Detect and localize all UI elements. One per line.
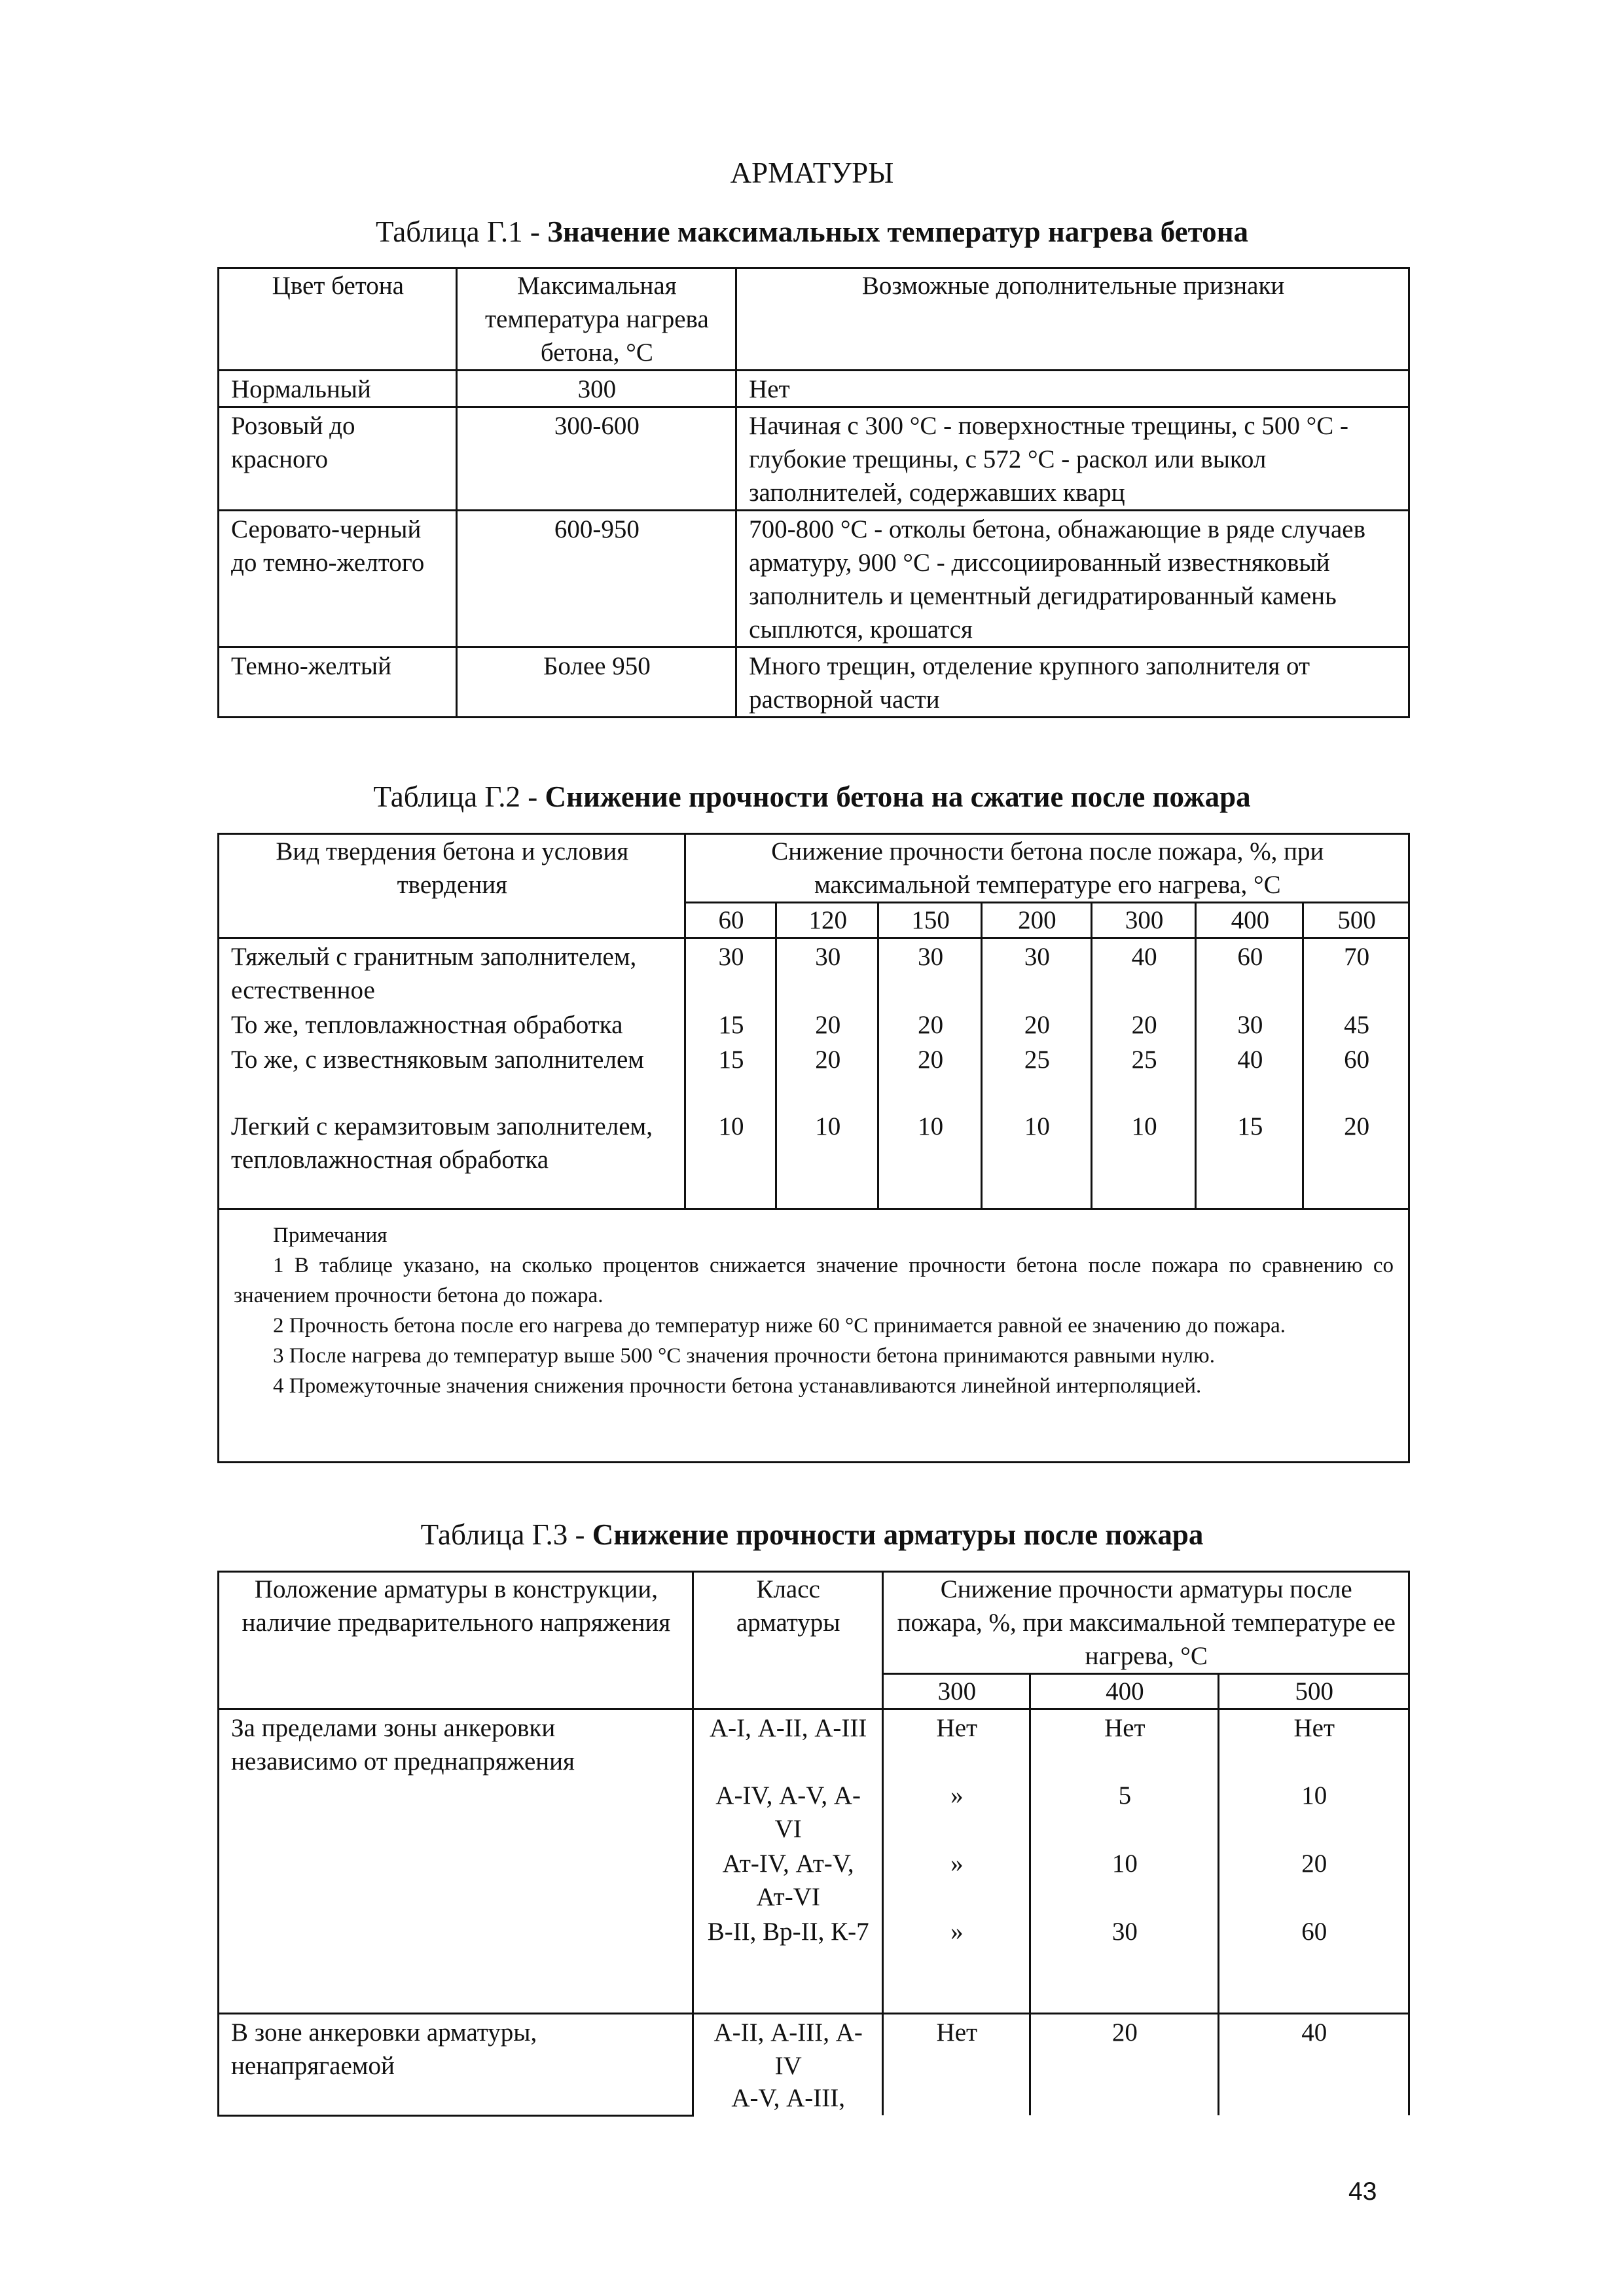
table-g3-temp: 400 (1030, 1674, 1218, 1709)
table-g2-temp: 150 (878, 903, 982, 938)
table-row (219, 511, 1409, 647)
table-cell: » (882, 1777, 1030, 1846)
table-g3-caption-prefix: Таблица Г.3 - (420, 1518, 592, 1551)
table-g1-caption-title: Значение максимальных температур нагрева бетона (547, 215, 1249, 248)
table-row (219, 2014, 1409, 2083)
table-cell: 40 (1091, 938, 1196, 1008)
table-cell: 30 (1196, 1007, 1303, 1042)
table-cell: 20 (1303, 1108, 1409, 1209)
note-item: 4 Промежуточные значения снижения прочности бетона устанавливаются линейной интерполяцией. (273, 1374, 1202, 1398)
table-cell: 700-800 °С - отколы бетона, обнажающие в ряде случаев арматуру, 900 °С - диссоциированный известняковый заполнитель и цементный дегидратированный камень сыплются, крошатся (736, 511, 1409, 647)
table-cell: 30 (776, 938, 878, 1008)
table-cell: 10 (981, 1108, 1091, 1209)
notes-title: Примечания (273, 1223, 388, 1247)
table-g1-header-color: Цвет бетона (219, 268, 457, 371)
table-cell: То же, с известняковым заполнителем (219, 1042, 685, 1108)
table-row (219, 938, 1409, 1008)
table-g2-temp: 400 (1196, 903, 1303, 938)
table-cell: Нет (882, 2014, 1030, 2083)
table-g3-header-class: Класс арматуры (693, 1572, 882, 1709)
table-g2-temp: 300 (1091, 903, 1196, 938)
table-cell: 70 (1303, 938, 1409, 1008)
table-cell: 40 (1218, 2014, 1409, 2083)
table-cell (882, 2083, 1030, 2115)
table-cell: Начиная с 300 °С - поверхностные трещины, с 500 °С - глубокие трещины, с 572 °С - раскол или выкол заполнителей, содержавших кварц (736, 407, 1409, 511)
table-row (219, 407, 1409, 511)
table-cell: А-IV, А-V, А-VI (693, 1777, 882, 1846)
table-cell: » (882, 1846, 1030, 1914)
note-item: 3 После нагрева до температур выше 500 °С значения прочности бетона принимаются равными нулю. (273, 1343, 1215, 1368)
table-g2-caption-prefix: Таблица Г.2 - (373, 780, 545, 813)
table-cell: 10 (1218, 1777, 1409, 1846)
table-row (219, 1042, 1409, 1108)
table-cell: 10 (878, 1108, 982, 1209)
table-cell: Нет (882, 1709, 1030, 1777)
table-cell: 20 (981, 1007, 1091, 1042)
table-cell: 25 (1091, 1042, 1196, 1108)
table-g3-header-row (219, 1572, 1409, 1674)
table-cell: А-V, А-III, (693, 2083, 882, 2115)
table-row (219, 371, 1409, 407)
table-cell: А-II, А-III, А-IV (693, 2014, 882, 2083)
table-cell: Темно-желтый (219, 647, 457, 718)
table-cell: Ат-IV, Ат-V, Ат-VI (693, 1846, 882, 1914)
page-number: 43 (1348, 2178, 1377, 2206)
table-cell: 20 (1030, 2014, 1218, 2083)
table-g3-header-position: Положение арматуры в конструкции, наличие предварительного напряжения (219, 1572, 693, 1709)
table-cell: 60 (1196, 938, 1303, 1008)
table-g1-header-signs: Возможные дополнительные признаки (736, 268, 1409, 371)
table-cell: 10 (776, 1108, 878, 1209)
table-cell: 10 (685, 1108, 776, 1209)
table-g2-temp: 500 (1303, 903, 1409, 938)
table-cell: 15 (685, 1042, 776, 1108)
table-cell: Серовато-черный до темно-желтого (219, 511, 457, 647)
table-g2-caption (0, 780, 1624, 814)
table-cell: » (882, 1914, 1030, 2013)
table-g1-caption-prefix: Таблица Г.1 - (375, 215, 548, 248)
table-cell: То же, тепловлажностная обработка (219, 1007, 685, 1042)
table-g3-caption (0, 1518, 1624, 1552)
table-g2-caption-title: Снижение прочности бетона на сжатие после пожара (545, 780, 1251, 813)
table-cell: А-I, А-II, А-III (693, 1709, 882, 1777)
table-g2-header-type: Вид твердения бетона и условия твердения (219, 834, 685, 938)
table-cell (1218, 2083, 1409, 2115)
table-cell: В-II, Вр-II, К-7 (693, 1914, 882, 2013)
table-cell: 30 (878, 938, 982, 1008)
table-cell: Нормальный (219, 371, 457, 407)
table-g2-temp: 200 (981, 903, 1091, 938)
table-cell: Тяжелый с гранитным заполнителем, естественное (219, 938, 685, 1008)
table-g1-caption (0, 215, 1624, 249)
table-cell: Более 950 (456, 647, 736, 718)
table-g3-temp: 500 (1218, 1674, 1409, 1709)
table-cell: 20 (878, 1042, 982, 1108)
table-cell: 15 (685, 1007, 776, 1042)
table-cell: 600-950 (456, 511, 736, 647)
table-cell: 60 (1303, 1042, 1409, 1108)
table-cell: 10 (1091, 1108, 1196, 1209)
table-g3 (217, 1571, 1410, 2117)
table-cell: 25 (981, 1042, 1091, 1108)
note-item: 2 Прочность бетона после его нагрева до температур ниже 60 °С принимается равной ее значению до пожара. (273, 1313, 1286, 1338)
table-cell: 40 (1196, 1042, 1303, 1108)
table-g1-header-row (219, 268, 1409, 371)
table-g3-temp: 300 (882, 1674, 1030, 1709)
table-row (219, 1709, 1409, 1777)
table-g2 (217, 833, 1410, 1463)
table-g3-header-reduction: Снижение прочности арматуры после пожара, %, при максимальной температуре ее нагрева, °С (882, 1572, 1409, 1674)
table-cell: Нет (1030, 1709, 1218, 1777)
table-cell: Нет (1218, 1709, 1409, 1777)
table-cell: 20 (1091, 1007, 1196, 1042)
table-cell: 20 (776, 1007, 878, 1042)
table-cell: 10 (1030, 1846, 1218, 1914)
table-cell: Нет (736, 371, 1409, 407)
table-cell: 20 (878, 1007, 982, 1042)
table-g1 (217, 267, 1410, 718)
table-cell: Легкий с керамзитовым заполнителем, тепловлажностная обработка (219, 1108, 685, 1209)
table-cell: 5 (1030, 1777, 1218, 1846)
note-item: 1 В таблице указано, на сколько процентов снижается значение прочности бетона после пожара по сравнению со значением прочности бетона до пожара. (234, 1253, 1394, 1307)
table-cell: 60 (1218, 1914, 1409, 2013)
table-g3-caption-title: Снижение прочности арматуры после пожара (592, 1518, 1204, 1551)
table-cell: 45 (1303, 1007, 1409, 1042)
table-row (219, 1108, 1409, 1209)
table-cell: 20 (1218, 1846, 1409, 1914)
table-cell: 300 (456, 371, 736, 407)
table-cell: 20 (776, 1042, 878, 1108)
table-cell: 30 (685, 938, 776, 1008)
table-cell (1030, 2083, 1218, 2115)
table-g2-header-row (219, 834, 1409, 903)
table-row (219, 1007, 1409, 1042)
table-g2-header-reduction: Снижение прочности бетона после пожара, %, при максимальной температуре его нагрева, °С (685, 834, 1409, 903)
table-g2-notes-row (219, 1209, 1409, 1462)
table-g2-temp: 60 (685, 903, 776, 938)
table-cell: 30 (1030, 1914, 1218, 2013)
table-g3-group1-label: За пределами зоны анкеровки независимо от преднапряжения (219, 1709, 693, 2014)
table-cell: Розовый до красного (219, 407, 457, 511)
table-g2-notes (219, 1209, 1409, 1462)
table-g3-group2-label: В зоне анкеровки арматуры, ненапрягаемой (219, 2014, 693, 2116)
table-cell: Много трещин, отделение крупного заполнителя от растворной части (736, 647, 1409, 718)
table-cell: 30 (981, 938, 1091, 1008)
table-cell: 300-600 (456, 407, 736, 511)
table-row (219, 647, 1409, 718)
section-heading: АРМАТУРЫ (730, 156, 894, 189)
table-g1-header-temp: Максимальная температура нагрева бетона, °С (456, 268, 736, 371)
table-g2-temp: 120 (776, 903, 878, 938)
table-cell: 15 (1196, 1108, 1303, 1209)
